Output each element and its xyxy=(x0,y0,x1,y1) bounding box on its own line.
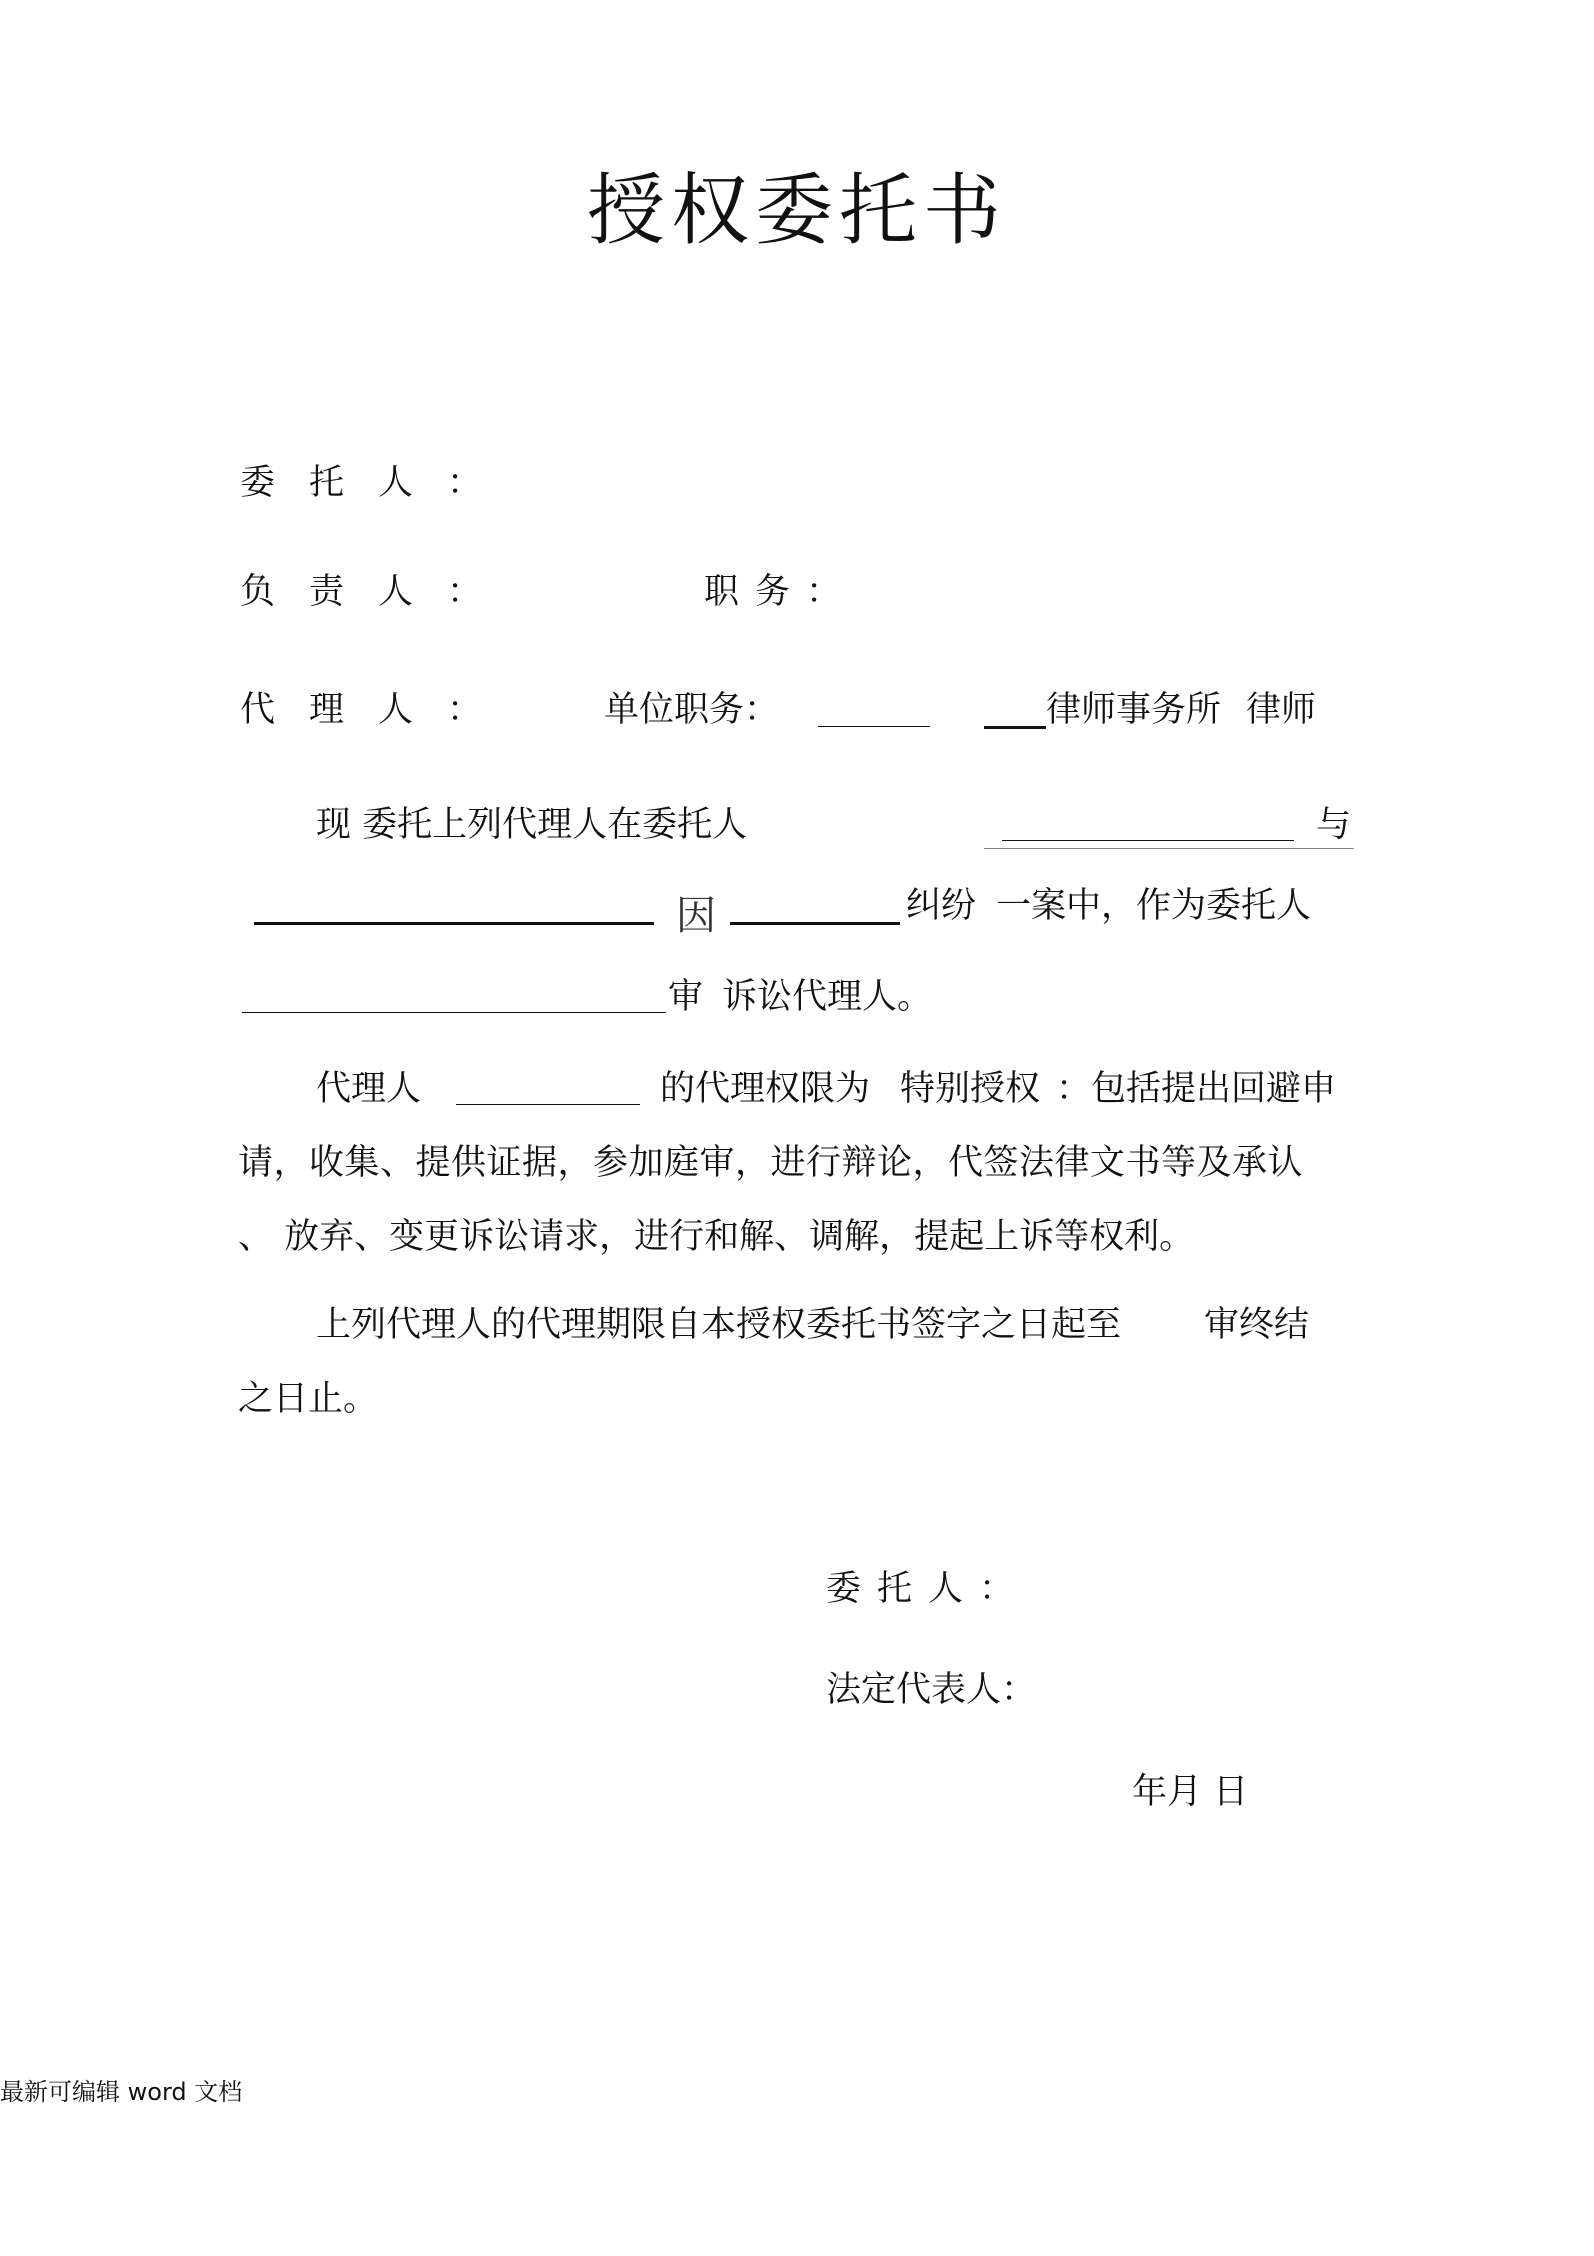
law-firm-blank xyxy=(984,726,1046,729)
p3-line1-end: 审终结 xyxy=(1204,1305,1310,1345)
responsible-label: 负责人： xyxy=(240,572,517,612)
p1-line1-text: 现 委托上列代理人在委托人 xyxy=(316,805,748,845)
p1-line1-end: 与 xyxy=(1316,805,1352,845)
p1-opponent-blank xyxy=(254,922,654,925)
principal-label: 委托人： xyxy=(240,463,517,503)
signature-principal-label: 委托人： xyxy=(826,1569,1031,1609)
lawyer-title: 律师 xyxy=(1246,690,1317,730)
p1-trial: 审 xyxy=(668,977,704,1017)
law-firm-suffix: 律师事务所 xyxy=(1046,690,1222,730)
p1-dispute: 纠纷 xyxy=(906,886,977,926)
footer-note: 最新可编辑 word 文档 xyxy=(0,2078,243,2106)
p1-line3-rest: 诉讼代理人。 xyxy=(722,977,933,1017)
p2-special-authorization: 特别授权 xyxy=(900,1069,1041,1109)
document-title: 授权委托书 xyxy=(586,166,1007,256)
p2-line1-end: ：包括提出回避申 xyxy=(1056,1069,1337,1109)
p2-line2: 请，收集、提供证据，参加庭审，进行辩论，代签法律文书等及承认 xyxy=(238,1143,1304,1183)
signature-date-label: 年月 日 xyxy=(1132,1772,1249,1812)
unit-position-blank xyxy=(818,726,930,727)
p1-line2-rest: 一案中，作为委托人 xyxy=(996,886,1312,926)
p2-line1-mid: 的代理权限为 xyxy=(660,1069,871,1109)
unit-position-label: 单位职务： xyxy=(604,690,780,730)
p1-case-type-blank xyxy=(730,922,900,925)
p2-agent-blank xyxy=(456,1104,640,1105)
agent-label: 代理人： xyxy=(240,690,517,730)
p1-court-blank xyxy=(242,1012,666,1013)
p3-line2: 之日止。 xyxy=(238,1379,379,1419)
p3-line1: 上列代理人的代理期限自本授权委托书签字之日起至 xyxy=(316,1305,1122,1345)
p1-underline-rule xyxy=(984,848,1354,849)
p2-line3: 、 放弃、变更诉讼请求，进行和解、调解，提起上诉等权利。 xyxy=(238,1217,1195,1257)
p2-line1-start: 代理人 xyxy=(316,1069,422,1109)
p1-because: 因 xyxy=(676,893,716,939)
p1-principal-blank xyxy=(1002,840,1294,841)
position-label: 职务： xyxy=(704,572,858,612)
signature-legal-rep-label: 法定代表人： xyxy=(826,1670,1037,1710)
